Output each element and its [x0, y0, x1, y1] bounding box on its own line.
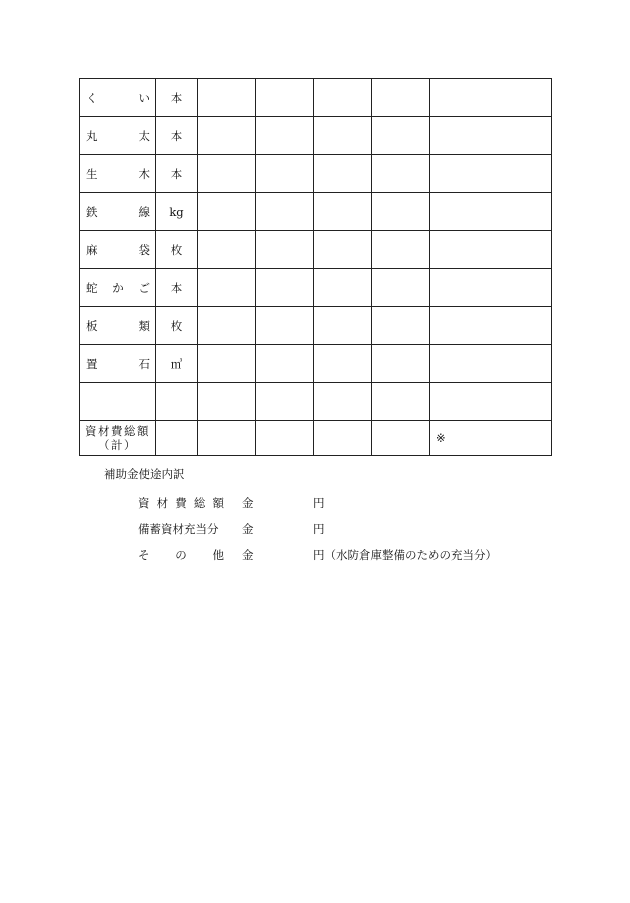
material-name	[86, 90, 150, 106]
blank-cell	[372, 345, 430, 383]
blank-cell	[198, 421, 256, 456]
blank-cell	[198, 345, 256, 383]
material-name-char: い	[138, 90, 150, 105]
blank-cell	[430, 231, 552, 269]
unit-cell	[156, 383, 198, 421]
blank-cell	[372, 155, 430, 193]
blank-cell	[372, 269, 430, 307]
breakdown-item-label	[138, 547, 224, 563]
blank-cell	[430, 155, 552, 193]
blank-cell	[256, 117, 314, 155]
material-name-char: 板	[86, 318, 98, 333]
material-name-cell	[80, 231, 156, 269]
material-name-char: 置	[86, 356, 98, 371]
breakdown-label-char: 費	[175, 496, 187, 510]
blank-cell	[430, 269, 552, 307]
material-name	[86, 128, 150, 144]
total-label-sub: （計）	[98, 438, 137, 452]
blank-cell	[256, 155, 314, 193]
blank-cell	[198, 383, 256, 421]
material-name-cell	[80, 383, 156, 421]
material-name-char: ご	[138, 280, 150, 295]
breakdown-item-yen: 円	[313, 522, 325, 536]
table-row	[80, 383, 552, 421]
unit-cell: 本	[156, 79, 198, 117]
material-name-cell	[80, 269, 156, 307]
material-name-cell	[80, 79, 156, 117]
breakdown-label-char: の	[175, 548, 187, 562]
blank-cell	[372, 383, 430, 421]
blank-cell	[256, 193, 314, 231]
blank-cell	[314, 383, 372, 421]
table-row	[80, 345, 552, 383]
blank-cell	[430, 193, 552, 231]
blank-cell	[372, 117, 430, 155]
breakdown-item	[138, 495, 325, 511]
breakdown-item-label	[138, 521, 224, 537]
blank-cell	[256, 231, 314, 269]
blank-cell	[198, 231, 256, 269]
material-name-char: 太	[138, 128, 150, 143]
blank-cell	[430, 79, 552, 117]
material-name-char: 木	[138, 166, 150, 181]
blank-cell	[156, 421, 198, 456]
material-name	[86, 166, 150, 182]
material-name-cell	[80, 193, 156, 231]
breakdown-label-char: 他	[212, 548, 224, 562]
table-row	[80, 231, 552, 269]
breakdown-item-yen: 円（水防倉庫整備のための充当分）	[313, 548, 497, 562]
unit-cell: 枚	[156, 231, 198, 269]
breakdown-item-kin: 金	[242, 548, 254, 562]
materials-table	[79, 78, 552, 456]
blank-cell	[314, 117, 372, 155]
total-label-cell	[80, 421, 156, 456]
blank-cell	[372, 231, 430, 269]
blank-cell	[430, 117, 552, 155]
blank-cell	[198, 307, 256, 345]
breakdown-item-label	[138, 495, 224, 511]
blank-cell	[256, 307, 314, 345]
breakdown-label-char: 額	[212, 496, 224, 510]
material-name	[86, 204, 150, 220]
unit-cell: 枚	[156, 307, 198, 345]
breakdown-label-char: そ	[138, 548, 150, 562]
material-name-char: 蛇	[86, 280, 98, 295]
blank-cell	[198, 117, 256, 155]
table-row	[80, 155, 552, 193]
breakdown-item-yen: 円	[313, 496, 325, 510]
material-name-char: く	[86, 90, 98, 105]
subsidy-breakdown	[104, 466, 497, 573]
blank-cell	[314, 231, 372, 269]
blank-cell	[372, 307, 430, 345]
breakdown-label-char: 資	[138, 496, 150, 510]
breakdown-item	[138, 547, 497, 563]
material-name	[86, 280, 150, 296]
table-row	[80, 307, 552, 345]
blank-cell	[430, 383, 552, 421]
material-name-char: 線	[138, 204, 150, 219]
breakdown-label-char: 総	[193, 496, 206, 510]
blank-cell	[314, 193, 372, 231]
blank-cell	[198, 79, 256, 117]
materials-table-body	[80, 79, 552, 456]
material-name-cell	[80, 345, 156, 383]
unit-cell: 本	[156, 117, 198, 155]
blank-cell	[314, 269, 372, 307]
material-name-cell	[80, 155, 156, 193]
blank-cell	[314, 155, 372, 193]
total-row	[80, 421, 552, 456]
material-name-char: 麻	[86, 242, 98, 257]
breakdown-label-char: 材	[156, 496, 169, 510]
unit-cell: 本	[156, 269, 198, 307]
breakdown-title: 補助金使途内訳	[104, 467, 185, 481]
material-name-char: 類	[138, 318, 150, 333]
table-row	[80, 117, 552, 155]
material-name-char: 生	[86, 166, 98, 181]
blank-cell	[430, 345, 552, 383]
blank-cell	[256, 269, 314, 307]
table-row	[80, 193, 552, 231]
material-name-cell	[80, 307, 156, 345]
unit-cell: ㎥	[156, 345, 198, 383]
material-name-char: 丸	[86, 128, 98, 143]
blank-cell	[372, 421, 430, 456]
breakdown-item	[138, 521, 325, 537]
material-name-char: 鉄	[86, 204, 98, 219]
breakdown-label-char: 備蓄資材充当分	[138, 522, 219, 536]
material-name	[86, 356, 150, 372]
blank-cell	[198, 269, 256, 307]
material-name-char: 袋	[138, 242, 150, 257]
unit-cell: kg	[156, 193, 198, 231]
note-mark: ※	[430, 421, 552, 456]
material-name-cell	[80, 117, 156, 155]
table-row	[80, 269, 552, 307]
material-name-char: か	[112, 280, 124, 295]
blank-cell	[198, 155, 256, 193]
blank-cell	[430, 307, 552, 345]
breakdown-item-kin: 金	[242, 522, 254, 536]
table-row	[80, 79, 552, 117]
material-name-char: 石	[138, 356, 150, 371]
blank-cell	[256, 345, 314, 383]
total-label: 資材費総額	[85, 424, 150, 438]
blank-cell	[314, 421, 372, 456]
blank-cell	[314, 307, 372, 345]
unit-cell: 本	[156, 155, 198, 193]
material-name	[86, 318, 150, 334]
blank-cell	[198, 193, 256, 231]
blank-cell	[256, 383, 314, 421]
material-name	[86, 242, 150, 258]
blank-cell	[314, 79, 372, 117]
breakdown-item-kin: 金	[242, 496, 254, 510]
blank-cell	[256, 79, 314, 117]
blank-cell	[372, 193, 430, 231]
blank-cell	[256, 421, 314, 456]
blank-cell	[314, 345, 372, 383]
blank-cell	[372, 79, 430, 117]
